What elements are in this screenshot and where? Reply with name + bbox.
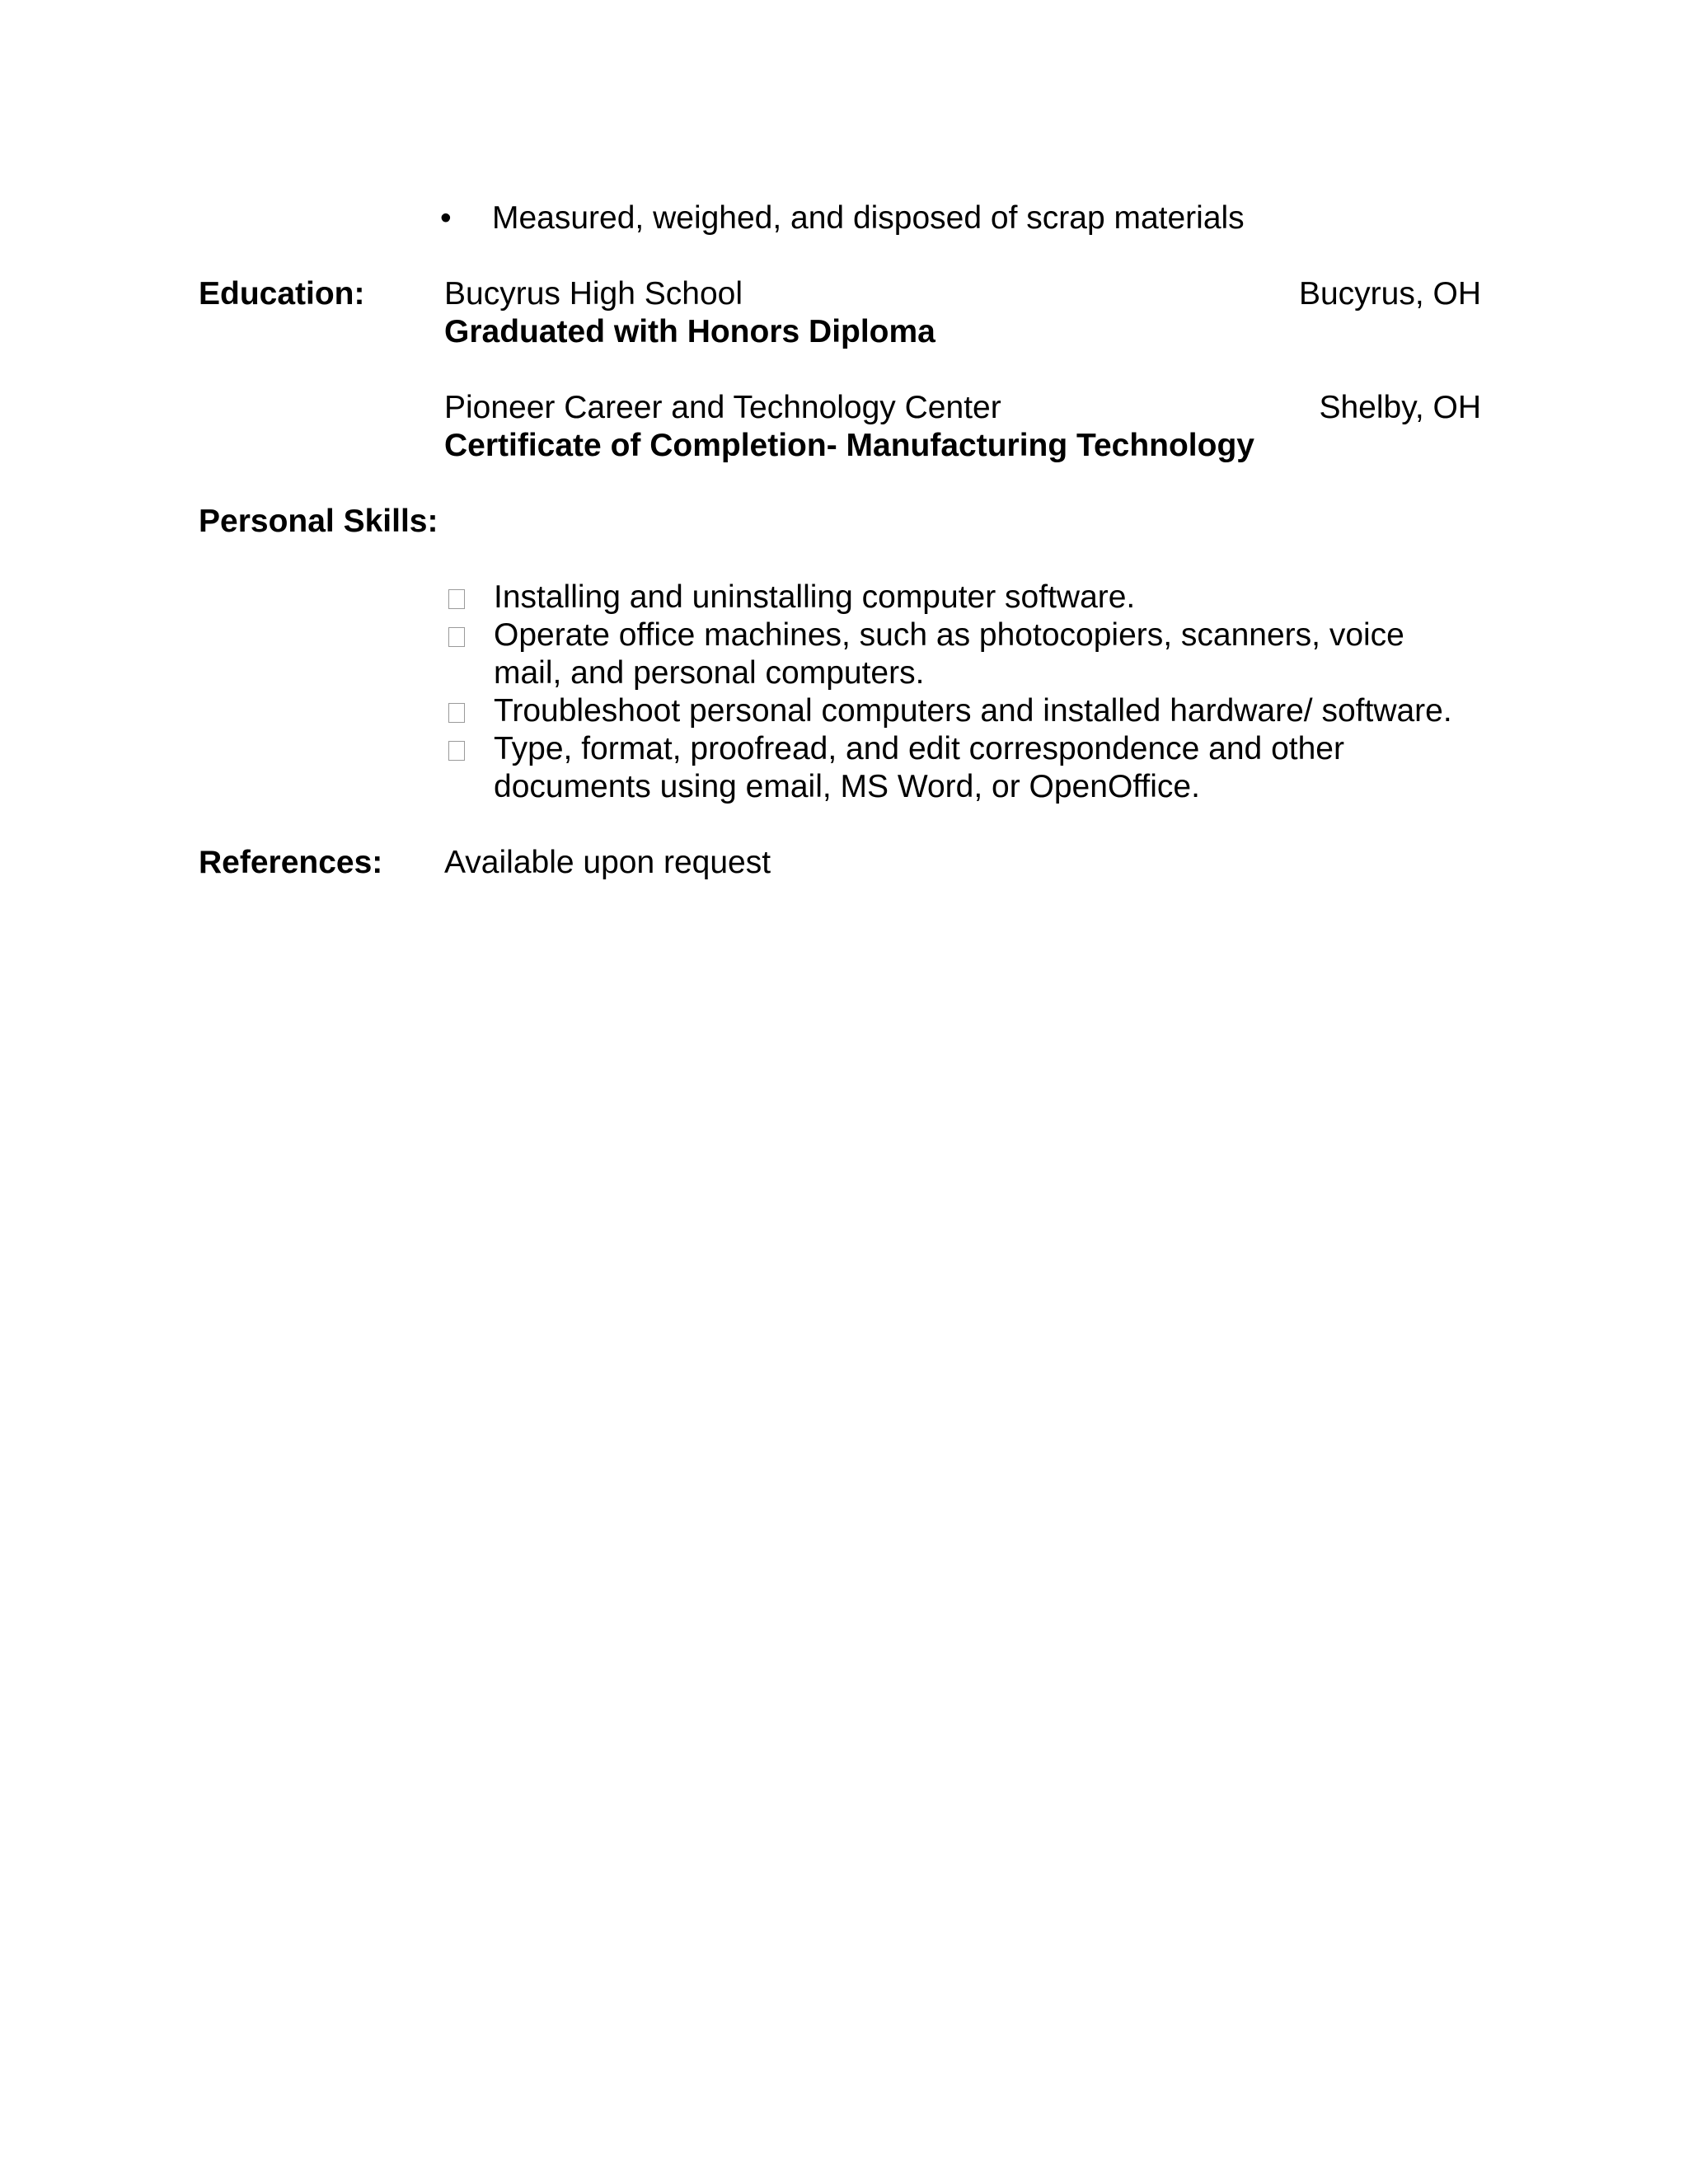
references-heading: References: bbox=[199, 845, 383, 880]
skill-item-continuation: mail, and personal computers. bbox=[494, 655, 925, 691]
references-text: Available upon request bbox=[444, 845, 771, 880]
skill-item: Operate office machines, such as photocopiers, scanners, voice bbox=[494, 617, 1404, 653]
school-name: Pioneer Career and Technology Center bbox=[444, 390, 1001, 425]
skills-heading: Personal Skills: bbox=[199, 504, 438, 539]
skill-item: Troubleshoot personal computers and installed hardware/ software. bbox=[494, 693, 1452, 729]
checkbox-icon bbox=[448, 703, 465, 723]
school-credential: Graduated with Honors Diploma bbox=[444, 314, 935, 349]
checkbox-icon bbox=[448, 741, 465, 761]
experience-bullet-text: Measured, weighed, and disposed of scrap materials bbox=[492, 200, 1245, 236]
skill-item-continuation: documents using email, MS Word, or OpenOffice. bbox=[494, 769, 1200, 804]
checkbox-icon bbox=[448, 627, 465, 647]
skill-item: Type, format, proofread, and edit correspondence and other bbox=[494, 731, 1344, 766]
school-location: Shelby, OH bbox=[1319, 390, 1481, 425]
school-credential: Certificate of Completion- Manufacturing Technology bbox=[444, 428, 1254, 463]
school-name: Bucyrus High School bbox=[444, 276, 743, 312]
bullet-icon: • bbox=[440, 200, 452, 236]
school-location: Bucyrus, OH bbox=[1298, 276, 1481, 312]
education-heading: Education: bbox=[199, 276, 365, 312]
skill-item: Installing and uninstalling computer software. bbox=[494, 579, 1136, 615]
checkbox-icon bbox=[448, 589, 465, 609]
